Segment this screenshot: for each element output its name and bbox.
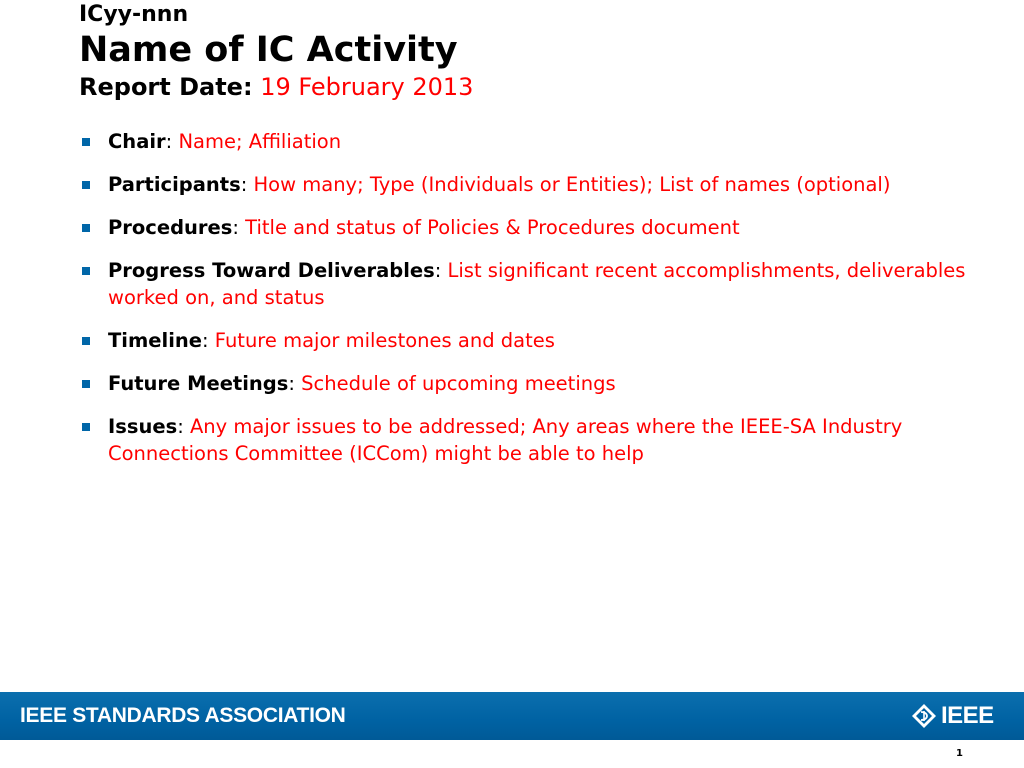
bullet-separator: : xyxy=(202,329,209,352)
report-date xyxy=(79,70,979,104)
bullet-label: Issues xyxy=(108,415,178,438)
bullet-label: Timeline xyxy=(108,329,203,352)
bullet-label: Procedures xyxy=(108,216,233,239)
bullet-item-future-meetings xyxy=(82,370,982,397)
bullet-separator: : xyxy=(434,259,442,282)
bullet-item-chair xyxy=(82,128,982,155)
ieee-diamond-icon xyxy=(911,703,937,729)
footer-brand: IEEE STANDARDS ASSOCIATION xyxy=(20,704,346,727)
bullet-separator: : xyxy=(288,372,295,395)
square-bullet-icon xyxy=(82,337,90,345)
bullet-item-timeline xyxy=(82,327,982,354)
bullet-label: Participants xyxy=(108,173,241,196)
bullet-list xyxy=(82,128,982,483)
bullet-item-issues xyxy=(82,413,982,467)
bullet-text: Future major milestones and dates xyxy=(214,329,555,352)
bullet-text: How many; Type (Individuals or Entities); List of names (optional) xyxy=(253,173,891,196)
bullet-separator: : xyxy=(165,130,173,153)
bullet-item-progress xyxy=(82,257,982,311)
bullet-separator: : xyxy=(240,173,248,196)
bullet-label: Chair xyxy=(108,130,166,153)
page-number: 1 xyxy=(956,748,963,759)
bullet-separator: : xyxy=(232,216,239,239)
bullet-text: Schedule of upcoming meetings xyxy=(301,372,616,395)
bullet-text: Name; Affiliation xyxy=(178,130,342,153)
bullet-label: Progress Toward Deliverables xyxy=(108,259,435,282)
square-bullet-icon xyxy=(82,138,90,146)
square-bullet-icon xyxy=(82,224,90,232)
ieee-logo xyxy=(911,702,994,730)
square-bullet-icon xyxy=(82,181,90,189)
activity-code: ICyy-nnn xyxy=(79,2,189,27)
square-bullet-icon xyxy=(82,423,90,431)
bullet-text: List significant recent accomplishments, deliverables worked on, and status xyxy=(108,259,966,309)
bullet-text: Any major issues to be addressed; Any areas where the IEEE-SA Industry Connections Committee (ICCom) might be able to help xyxy=(108,415,903,465)
bullet-item-procedures xyxy=(82,214,982,241)
bullet-text: Title and status of Policies & Procedures document xyxy=(245,216,740,239)
report-date-value: 19 February 2013 xyxy=(260,73,474,101)
report-date-label: Report Date: xyxy=(79,73,253,101)
slide-title: Name of IC Activity xyxy=(79,30,458,70)
ieee-wordmark: IEEE xyxy=(941,702,994,729)
bullet-separator: : xyxy=(177,415,184,438)
bullet-item-participants xyxy=(82,171,982,198)
bullet-label: Future Meetings xyxy=(108,372,289,395)
square-bullet-icon xyxy=(82,380,90,388)
square-bullet-icon xyxy=(82,267,90,275)
slide-header xyxy=(79,0,979,104)
footer-bar xyxy=(0,692,1024,740)
